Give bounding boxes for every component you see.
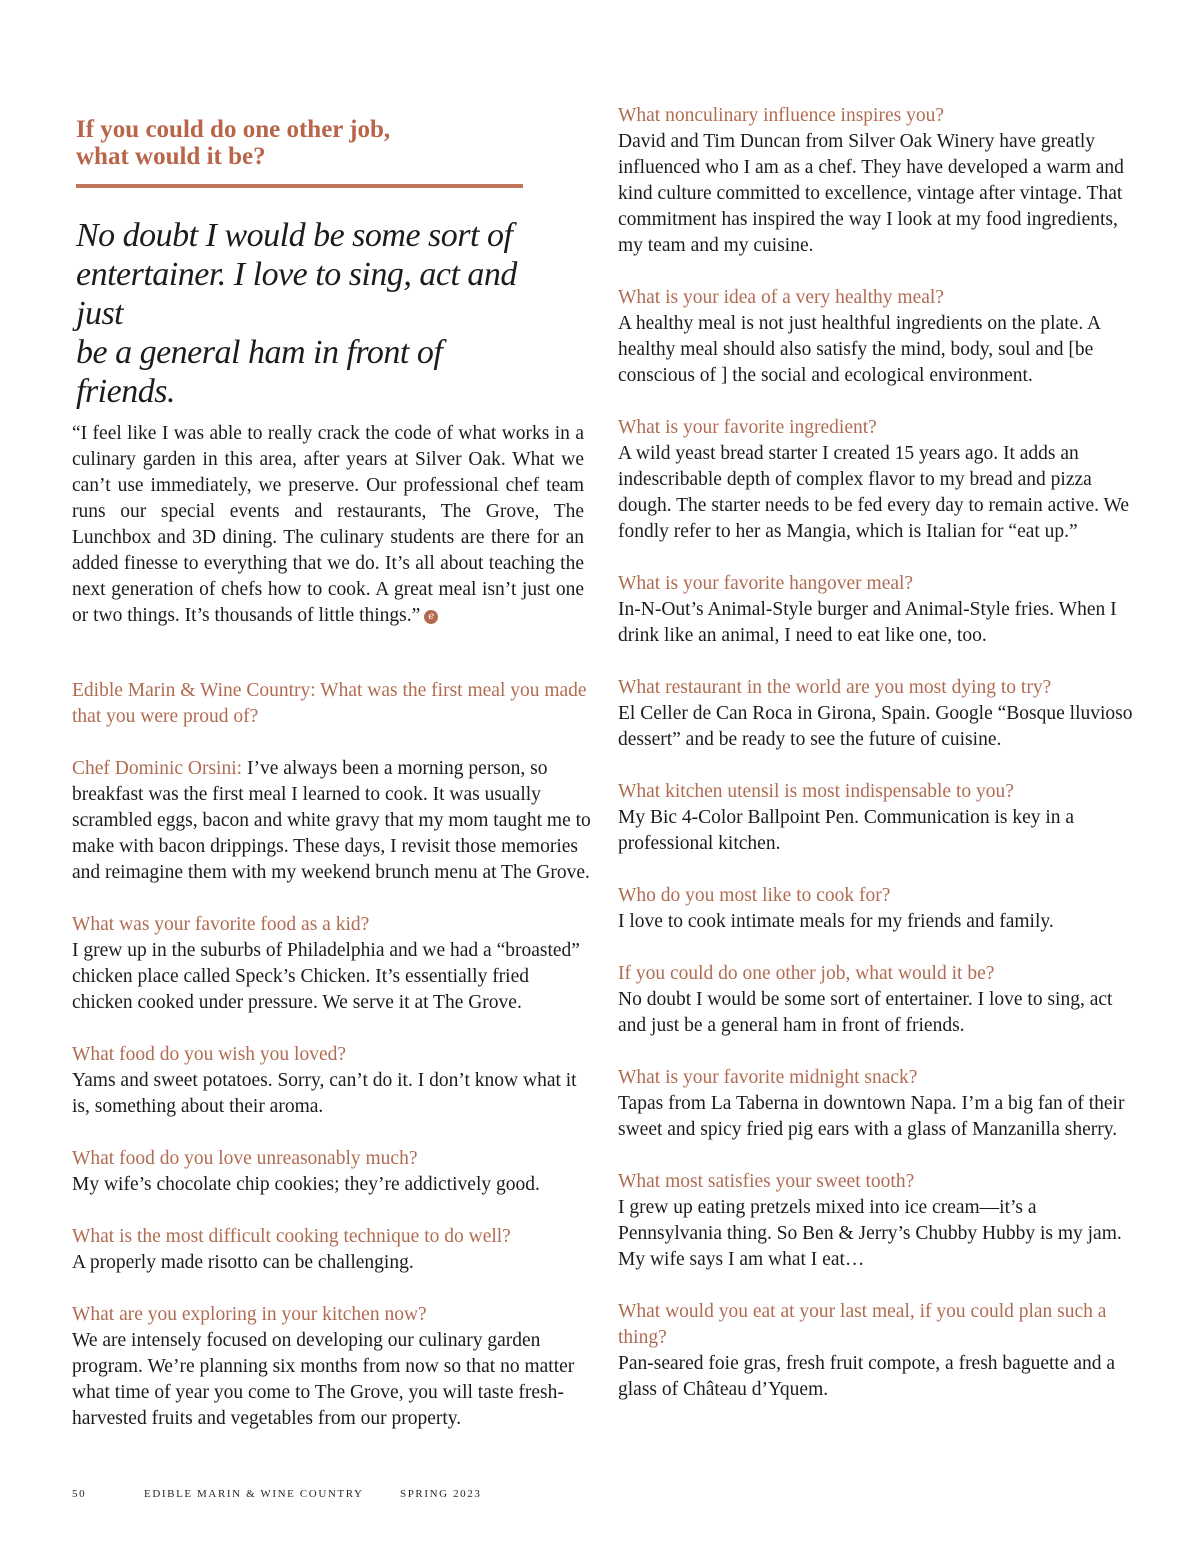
qa-item xyxy=(618,1065,1138,1143)
pull-quote-heading-line: what would it be? xyxy=(76,143,266,170)
answer: David and Tim Duncan from Silver Oak Winery have greatly influenced who I am as a chef. They have developed a warm and kind culture committed to excellence, vintage after vintage. That commitment has inspired the way I look at my food ingredients, my team and my cuisine. xyxy=(618,131,1124,256)
pull-quote-heading-line: If you could do one other job, xyxy=(76,116,391,143)
intro-quote-text: “I feel like I was able to really crack the code of what works in a culinary garden in this area, after years at Silver Oak. What we can’t use immediately, we preserve. Our professional chef team runs our special events and restaurants, The Grove, The Lunchbox and 3D dining. The culinary students are there for an added finesse to everything that we do. It’s all about teaching the next generation of chefs how to cook. A great meal isn’t just one or two things. It’s thousands of little things.” xyxy=(72,423,584,626)
qa-item xyxy=(618,571,1138,649)
question: What is your favorite ingredient? xyxy=(618,417,877,438)
qa-item xyxy=(618,1299,1138,1403)
question: What is your favorite hangover meal? xyxy=(618,573,914,594)
question: What is the most difficult cooking technique to do well? xyxy=(72,1226,511,1247)
qa-item xyxy=(618,961,1138,1039)
question: What are you exploring in your kitchen now? xyxy=(72,1304,427,1325)
publication-name: EDIBLE MARIN & WINE COUNTRY xyxy=(144,1488,364,1500)
speaker-name: Chef Dominic Orsini: xyxy=(72,758,243,779)
question: If you could do one other job, what would it be? xyxy=(618,963,995,984)
question: What food do you love unreasonably much? xyxy=(72,1148,418,1169)
question: What is your idea of a very healthy meal? xyxy=(618,287,944,308)
question: Edible Marin & Wine Country: What was the first meal you made that you were proud of? xyxy=(72,680,587,727)
answer: El Celler de Can Roca in Girona, Spain. Google “Bosque lluvioso dessert” and be ready to see the future of cuisine. xyxy=(618,703,1133,750)
answer: Pan-seared foie gras, fresh fruit compote, a fresh baguette and a glass of Château d’Yquem. xyxy=(618,1353,1116,1400)
answer: Tapas from La Taberna in downtown Napa. I’m a big fan of their sweet and spicy fried pig ears with a glass of Manzanilla sherry. xyxy=(618,1093,1125,1140)
qa-item xyxy=(618,415,1138,545)
answer: In-N-Out’s Animal-Style burger and Animal-Style fries. When I drink like an animal, I need to eat like one, too. xyxy=(618,599,1117,646)
answer: My wife’s chocolate chip cookies; they’re addictively good. xyxy=(72,1174,540,1195)
issue-date: SPRING 2023 xyxy=(400,1488,482,1500)
answer: No doubt I would be some sort of entertainer. I love to sing, act and just be a general ham in front of friends. xyxy=(618,989,1113,1036)
page-number: 50 xyxy=(72,1488,87,1500)
qa-item xyxy=(618,883,1138,935)
qa-item xyxy=(72,756,592,886)
pull-quote-divider xyxy=(76,184,523,188)
pull-quote-heading xyxy=(76,116,516,170)
page-footer xyxy=(72,1488,672,1504)
question: What would you eat at your last meal, if you could plan such a thing? xyxy=(618,1301,1107,1348)
answer: I love to cook intimate meals for my friends and family. xyxy=(618,911,1054,932)
intro-quote-paragraph xyxy=(72,421,584,629)
qa-item xyxy=(72,678,592,730)
answer: We are intensely focused on developing our culinary garden program. We’re planning six months from now so that no matter what time of year you come to The Grove, you will taste fresh-harvested fruits and vegetables from our property. xyxy=(72,1330,575,1429)
answer: A properly made risotto can be challenging. xyxy=(72,1252,414,1273)
question: What was your favorite food as a kid? xyxy=(72,914,370,935)
question: What restaurant in the world are you most dying to try? xyxy=(618,677,1052,698)
answer xyxy=(72,756,592,886)
pull-quote-line: be a general ham in front of friends. xyxy=(76,334,443,410)
question: What nonculinary influence inspires you? xyxy=(618,105,944,126)
answer-text: I’ve always been a morning person, so breakfast was the first meal I learned to cook. It was usually scrambled eggs, bacon and white gravy that my mom taught me to make with bacon drippings. These days, I revisit those memories and reimagine them with my weekend brunch menu at The Grove. xyxy=(72,758,591,883)
qa-item xyxy=(72,912,592,1016)
answer: I grew up eating pretzels mixed into ice cream—it’s a Pennsylvania thing. So Ben & Jerry’s Chubby Hubby is my jam. My wife says I am what I eat… xyxy=(618,1197,1122,1270)
qa-item xyxy=(72,1224,592,1276)
answer: My Bic 4-Color Ballpoint Pen. Communication is key in a professional kitchen. xyxy=(618,807,1075,854)
question: Who do you most like to cook for? xyxy=(618,885,891,906)
question: What kitchen utensil is most indispensable to you? xyxy=(618,781,1014,802)
answer: A wild yeast bread starter I created 15 years ago. It adds an indescribable depth of complex flavor to my bread and pizza dough. The starter needs to be fed every day to remain active. We fondly refer to her as Mangia, which is Italian for “eat up.” xyxy=(618,443,1130,542)
qa-item xyxy=(618,103,1138,259)
qa-item xyxy=(618,285,1138,389)
qa-item xyxy=(72,1302,592,1432)
question: What is your favorite midnight snack? xyxy=(618,1067,918,1088)
qa-item xyxy=(618,675,1138,753)
question: What food do you wish you loved? xyxy=(72,1044,347,1065)
answer: I grew up in the suburbs of Philadelphia and we had a “broasted” chicken place called Speck’s Chicken. It’s essentially fried chicken cooked under pressure. We serve it at The Grove. xyxy=(72,940,580,1013)
edible-end-mark-icon: e xyxy=(424,610,438,624)
qa-item xyxy=(618,779,1138,857)
question: What most satisfies your sweet tooth? xyxy=(618,1171,915,1192)
qa-item xyxy=(72,1146,592,1198)
left-qa-column xyxy=(72,678,592,1458)
pull-quote-line: entertainer. I love to sing, act and just xyxy=(76,256,517,332)
right-qa-column xyxy=(618,103,1138,1429)
pull-quote-line: No doubt I would be some sort of xyxy=(76,217,513,254)
qa-item xyxy=(618,1169,1138,1273)
answer: A healthy meal is not just healthful ingredients on the plate. A healthy meal should also satisfy the mind, body, soul and [be conscious of ] the social and ecological environment. xyxy=(618,313,1100,386)
answer: Yams and sweet potatoes. Sorry, can’t do it. I don’t know what it is, something about their aroma. xyxy=(72,1070,577,1117)
pull-quote-text xyxy=(76,216,546,411)
qa-item xyxy=(72,1042,592,1120)
